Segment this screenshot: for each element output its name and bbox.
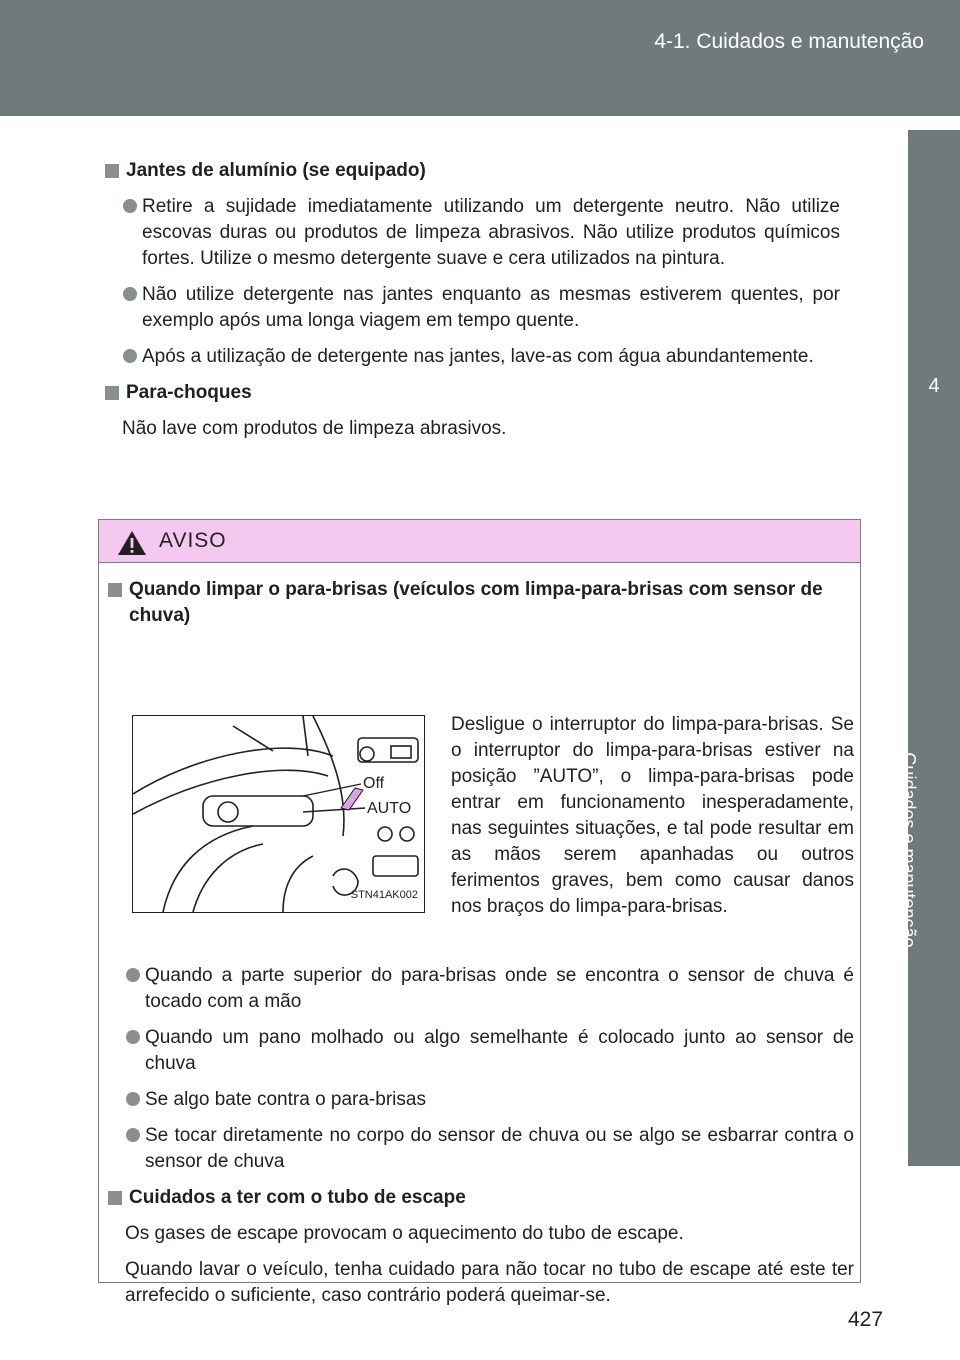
page-header [0, 0, 960, 116]
section-heading-wheels: Jantes de alumínio (se equipado) [105, 158, 840, 184]
round-bullet-icon [126, 1128, 140, 1142]
warning-lower [108, 963, 854, 1319]
warning-body [108, 577, 854, 1306]
warning-header [99, 520, 860, 563]
round-bullet-icon [123, 349, 137, 363]
figure-code: STN41AK002 [350, 889, 418, 901]
list-item: Não utilize detergente nas jantes enquanto as mesmas estiverem quentes, por exemplo após uma longa viagem em tempo quente. [105, 282, 840, 334]
list-item: Se tocar diretamente no corpo do sensor de chuva ou se algo se esbarrar contra o sensor de chuva [108, 1123, 854, 1175]
list-item: Retire a sujidade imediatamente utilizando um detergente neutro. Não utilize escovas duras ou produtos de limpeza abrasivos. Não utilize produtos químicos fortes. Utilize o mesmo detergente suave e cera utilizados na pintura. [105, 194, 840, 272]
page-number: 427 [848, 1308, 884, 1331]
warning-title: AVISO [159, 529, 227, 552]
warning-intro-text: Desligue o interruptor do limpa-para-brisas. Se o interruptor do limpa-para-brisas estiver na posição ”AUTO”, o limpa-para-brisas pode entrar em funcionamento inesperadamente, nas seguintes situações, e tal pode resultar em as mãos serem apanhadas ou outros ferimentos graves, bem como causar danos nos braços do limpa-para-brisas. [451, 714, 854, 917]
list-item: Quando um pano molhado ou algo semelhante é colocado junto ao sensor de chuva [108, 1025, 854, 1077]
exhaust-paragraph-1: Os gases de escape provocam o aquecimento do tubo de escape. [125, 1223, 684, 1244]
warning-heading-windshield: Quando limpar o para-brisas (veículos com limpa-para-brisas com sensor de chuva) [108, 577, 854, 629]
section-heading-bumpers: Para-choques [105, 380, 840, 406]
square-bullet-icon [105, 164, 119, 178]
square-bullet-icon [108, 583, 122, 597]
round-bullet-icon [123, 287, 137, 301]
list-item: Quando a parte superior do para-brisas onde se encontra o sensor de chuva é tocado com a mão [108, 963, 854, 1015]
warning-box [98, 519, 861, 1306]
warning-heading-exhaust: Cuidados a ter com o tubo de escape [108, 1185, 854, 1211]
square-bullet-icon [105, 386, 119, 400]
chapter-title: 4-1. Cuidados e manutenção [654, 30, 924, 53]
square-bullet-icon [108, 1191, 122, 1205]
side-tab [908, 116, 960, 1166]
round-bullet-icon [126, 1092, 140, 1106]
bumpers-text: Não lave com produtos de limpeza abrasivos. [122, 418, 507, 439]
figure-label-off: Off [363, 775, 385, 792]
figure-label-auto: AUTO [367, 800, 412, 817]
round-bullet-icon [126, 1030, 140, 1044]
list-item: Após a utilização de detergente nas jantes, lave-as com água abundantemente. [105, 344, 840, 370]
side-tab-number: 4 [928, 375, 940, 397]
warning-triangle-icon [117, 530, 147, 556]
wiper-switch-figure [132, 715, 425, 913]
round-bullet-icon [123, 199, 137, 213]
list-item: Se algo bate contra o para-brisas [108, 1087, 854, 1113]
side-tab-label: Cuidados e manutenção [899, 752, 919, 948]
exhaust-paragraph-2: Quando lavar o veículo, tenha cuidado para não tocar no tubo de escape até este ter arrefecido o suficiente, caso contrário poderá queimar-se. [125, 1259, 854, 1306]
main-content [105, 158, 840, 452]
round-bullet-icon [126, 968, 140, 982]
